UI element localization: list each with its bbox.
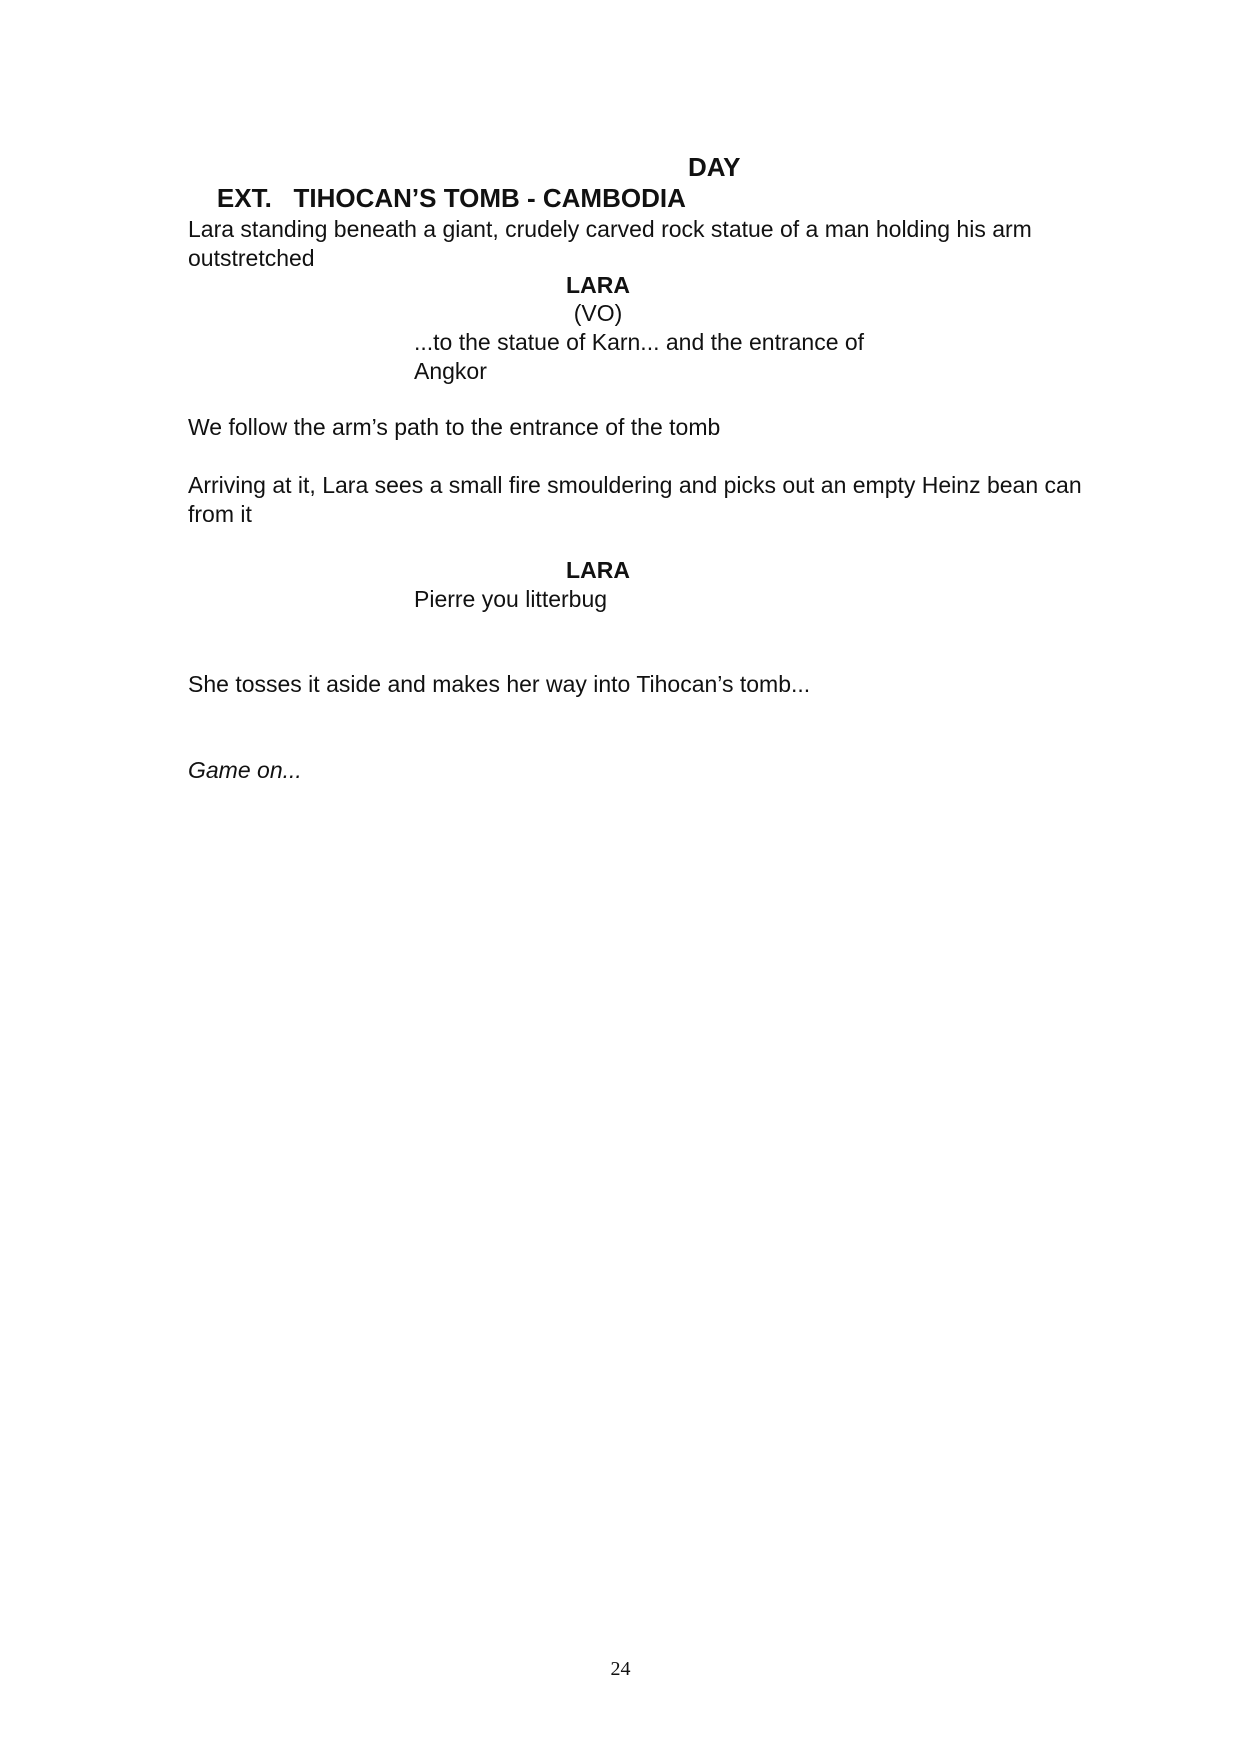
- character-name: LARA: [566, 557, 630, 583]
- scene-heading-time: DAY: [688, 152, 741, 182]
- character-name: LARA: [566, 272, 630, 298]
- action-line: Lara standing beneath a giant, crudely carved rock statue of a man holding his arm outstretched: [188, 216, 1032, 271]
- action-line: She tosses it aside and makes her way into Tihocan’s tomb...: [188, 671, 811, 697]
- page-number: 24: [610, 1658, 631, 1680]
- dialogue: ...to the statue of Karn... and the entrance of Angkor: [414, 329, 865, 384]
- dialogue: Pierre you litterbug: [414, 586, 608, 612]
- action-line: Arriving at it, Lara sees a small fire smouldering and picks out an empty Heinz bean can from it: [188, 472, 1082, 527]
- scene-heading-location: EXT. TIHOCAN’S TOMB - CAMBODIA: [216, 183, 686, 213]
- parenthetical: (VO): [573, 300, 623, 326]
- action-line: We follow the arm’s path to the entrance of the tomb: [188, 414, 721, 440]
- action-line-italic: Game on...: [188, 757, 302, 783]
